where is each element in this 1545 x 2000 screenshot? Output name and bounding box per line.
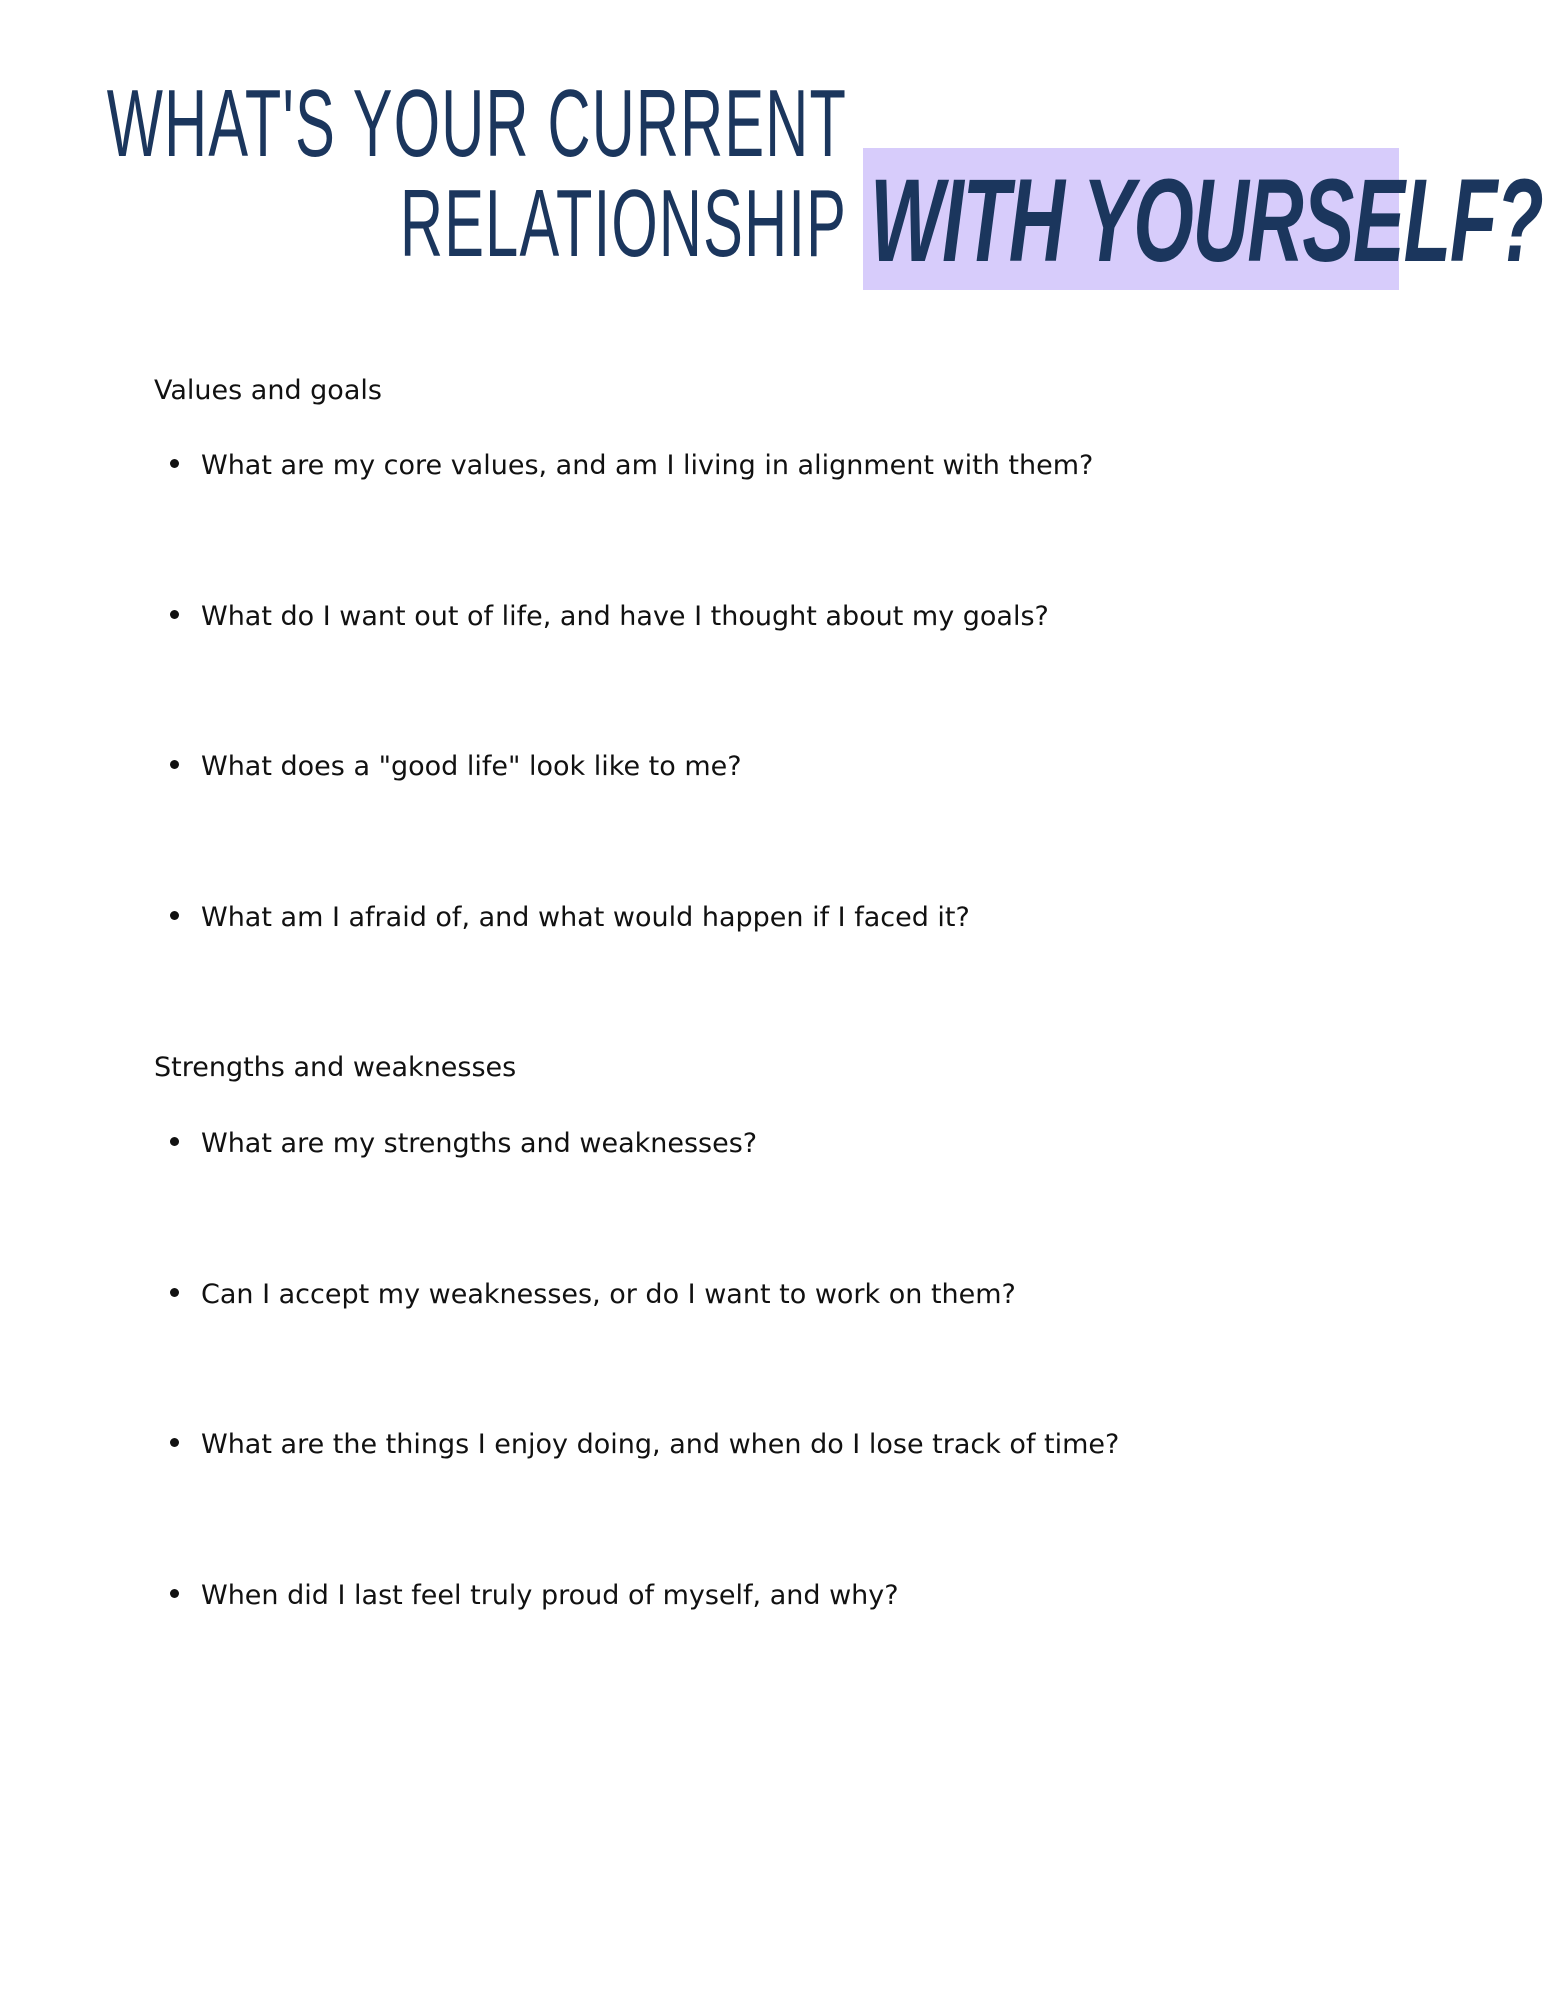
title-line-1: WHAT'S YOUR CURRENT <box>106 70 847 177</box>
bullet-icon <box>170 1589 179 1598</box>
title-line-2: RELATIONSHIP <box>399 170 847 277</box>
section-heading-values-goals: Values and goals <box>154 375 382 406</box>
list-item <box>170 1580 899 1611</box>
bullet-icon <box>170 1137 179 1146</box>
title-emphasis: WITH YOURSELF? <box>870 155 1543 287</box>
question-text: When did I last feel truly proud of myself, and why? <box>201 1580 899 1611</box>
question-text: What does a "good life" look like to me? <box>201 751 742 782</box>
bullet-icon <box>170 760 179 769</box>
list-item <box>170 751 742 782</box>
list-item <box>170 601 1049 632</box>
question-text: What are my core values, and am I living in alignment with them? <box>201 450 1094 481</box>
list-item <box>170 1279 1016 1310</box>
bullet-icon <box>170 459 179 468</box>
question-text: What am I afraid of, and what would happen if I faced it? <box>201 902 970 933</box>
list-item <box>170 902 970 933</box>
question-text: Can I accept my weaknesses, or do I want to work on them? <box>201 1279 1016 1310</box>
bullet-icon <box>170 610 179 619</box>
question-text: What are my strengths and weaknesses? <box>201 1128 758 1159</box>
list-item <box>170 1128 757 1159</box>
list-item <box>170 450 1093 481</box>
section-heading-strengths-weaknesses: Strengths and weaknesses <box>154 1052 517 1083</box>
list-item <box>170 1429 1119 1460</box>
page-title <box>0 70 1545 300</box>
question-text: What do I want out of life, and have I thought about my goals? <box>201 601 1049 632</box>
bullet-icon <box>170 911 179 920</box>
question-text: What are the things I enjoy doing, and when do I lose track of time? <box>201 1429 1120 1460</box>
bullet-icon <box>170 1438 179 1447</box>
bullet-icon <box>170 1288 179 1297</box>
